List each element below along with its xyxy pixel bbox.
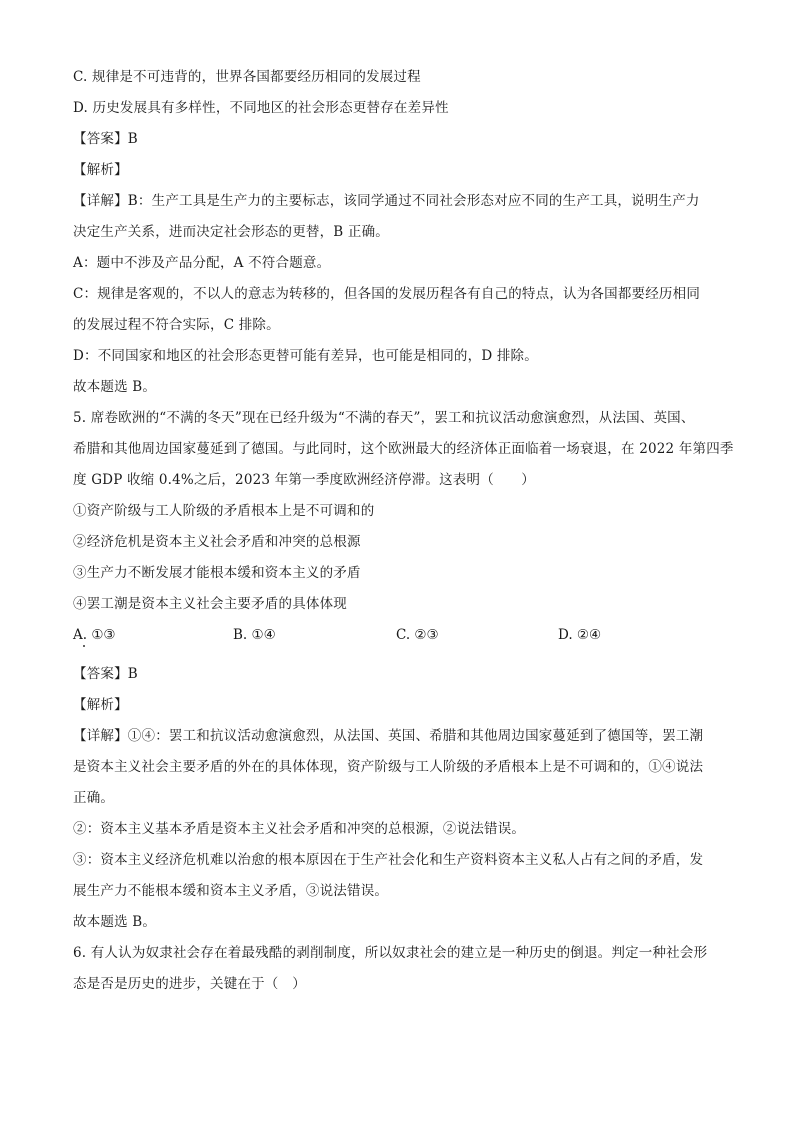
- q5-option-d: D. ②④: [558, 627, 602, 643]
- q4-detail-c-line-1: C：规律是客观的，不以人的意志为转移的，但各国的发展历程各有自己的特点，认为各国都要经历相同: [73, 286, 701, 302]
- q4-detail-a: A：题中不涉及产品分配，A 不符合题意。: [73, 255, 331, 271]
- q5-analysis-heading: 【解析】: [73, 697, 128, 713]
- q5-item-3: ③生产力不断发展才能根本缓和资本主义的矛盾: [73, 565, 361, 581]
- q4-option-d: D. 历史发展具有多样性，不同地区的社会形态更替存在差异性: [73, 100, 449, 116]
- document-page: [73, 62, 734, 1000]
- q5-stem-line-1: 5. 席卷欧洲的“不满的冬天”现在已经升级为“不满的春天”，罢工和抗议活动愈演愈烈，从法国、英国、: [73, 410, 695, 426]
- q4-detail-d: D：不同国家和地区的社会形态更替可能有差异，也可能是相同的，D 排除。: [73, 348, 538, 364]
- q5-detail-line-4: ②：资本主义基本矛盾是资本主义社会矛盾和冲突的总根源，②说法错误。: [73, 821, 526, 837]
- q5-detail-line-1: 【详解】①④：罢工和抗议活动愈演愈烈，从法国、英国、希腊和其他周边国家蔓延到了德国等，罢工潮: [73, 728, 704, 744]
- q4-answer: 【答案】B: [73, 131, 138, 147]
- q5-detail-line-2: 是资本主义社会主要矛盾的外在的具体体现，资产阶级与工人阶级的矛盾根本上是不可调和的，①④说法: [73, 759, 704, 775]
- q4-detail-line-2: 决定生产关系，进而决定社会形态的更替，B 正确。: [73, 224, 390, 240]
- q5-detail-line-5: ③：资本主义经济危机难以治愈的根本原因在于生产社会化和生产资料资本主义私人占有之间的矛盾，发: [73, 852, 704, 868]
- q5-detail-line-6: 展生产力不能根本缓和资本主义矛盾，③说法错误。: [73, 883, 389, 899]
- q5-detail-line-3: 正确。: [73, 790, 115, 806]
- q4-detail-line-1: 【详解】B：生产工具是生产力的主要标志，该同学通过不同社会形态对应不同的生产工具，说明生产力: [73, 193, 700, 209]
- q5-option-a: A. ①③: [73, 627, 116, 643]
- q4-conclusion: 故本题选 B。: [73, 379, 157, 395]
- q6-stem-line-2: 态是否是历史的进步，关键在于（ ）: [73, 976, 306, 992]
- q5-stem-line-3: 度 GDP 收缩 0.4%之后，2023 年第一季度欧洲经济停滞。这表明（ ）: [73, 472, 536, 488]
- q5-conclusion: 故本题选 B。: [73, 914, 157, 930]
- q5-option-c: C. ②③: [396, 627, 439, 643]
- q5-item-2: ②经济危机是资本主义社会矛盾和冲突的总根源: [73, 534, 361, 550]
- stray-dot-mark: [73, 651, 723, 659]
- q5-item-1: ①资产阶级与工人阶级的矛盾根本上是不可调和的: [73, 503, 375, 519]
- q6-stem-line-1: 6. 有人认为奴隶社会存在着最残酷的剥削制度，所以奴隶社会的建立是一种历史的倒退。判定一种社会形: [73, 945, 708, 961]
- q4-option-c: C. 规律是不可违背的，世界各国都要经历相同的发展过程: [73, 69, 421, 85]
- q5-options: [73, 620, 723, 651]
- q5-answer: 【答案】B: [73, 666, 138, 682]
- q4-detail-c-line-2: 的发展过程不符合实际，C 排除。: [73, 317, 280, 333]
- q5-option-b: B. ①④: [233, 627, 276, 643]
- q5-stem-line-2: 希腊和其他周边国家蔓延到了德国。与此同时，这个欧洲最大的经济体正面临着一场衰退，在 2022 年第四季: [73, 441, 734, 457]
- q4-analysis-heading: 【解析】: [73, 162, 128, 178]
- q5-item-4: ④罢工潮是资本主义社会主要矛盾的具体体现: [73, 596, 347, 612]
